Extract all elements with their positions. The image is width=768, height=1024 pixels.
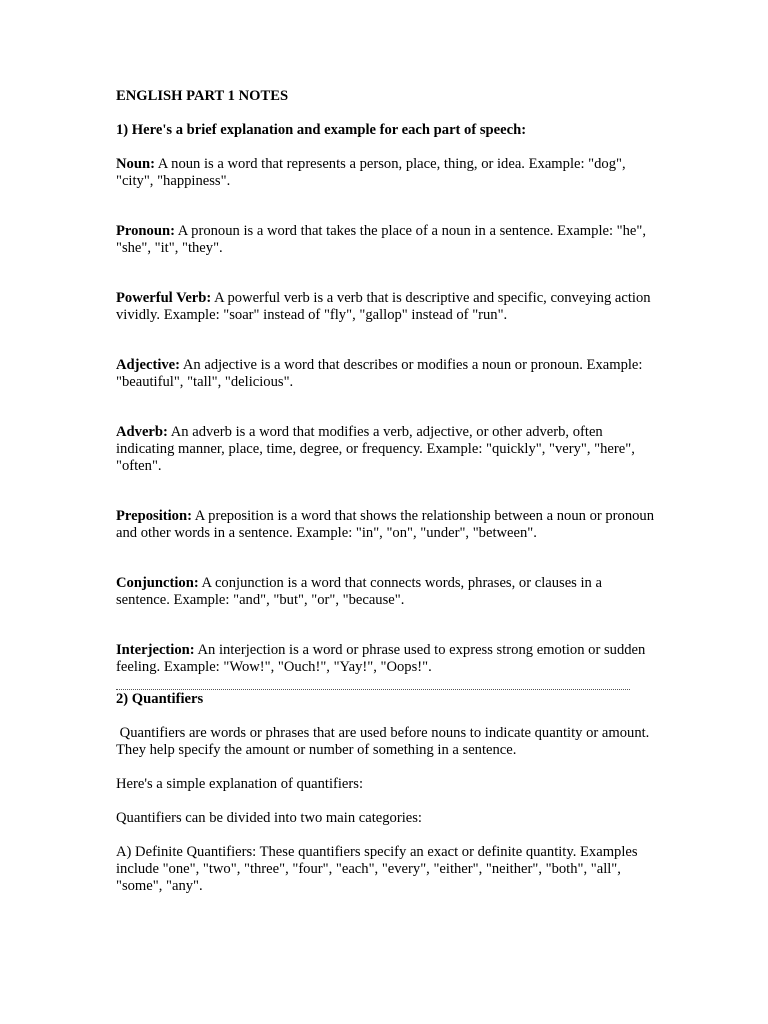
document-page [116, 88, 656, 912]
dotted-separator [116, 680, 630, 690]
entry-text: A powerful verb is a verb that is descriptive and specific, conveying action vividly. Example: "soar" instead of "fly", "gallop" instead of "run". [116, 290, 651, 323]
paragraph: Here's a simple explanation of quantifiers: [116, 776, 363, 792]
entry-term: Adverb: [116, 424, 168, 440]
entry-text: A noun is a word that represents a person, place, thing, or idea. Example: "dog", "city", "happiness". [116, 156, 626, 189]
entry-term: Pronoun: [116, 223, 175, 239]
entry-term: Adjective: [116, 357, 181, 373]
paragraph: Quantifiers are words or phrases that are used before nouns to indicate quantity or amount. They help specify the amount or number of something in a sentence. [116, 725, 653, 758]
entry-text: A pronoun is a word that takes the place of a noun in a sentence. Example: "he", "she", "it", "they". [116, 223, 647, 256]
entry-term: Interjection: [116, 642, 195, 658]
entry-term: Powerful Verb: [116, 290, 212, 306]
paragraph: Quantifiers can be divided into two main categories: [116, 810, 422, 826]
entry-preposition [116, 508, 656, 542]
entry-text: A conjunction is a word that connects words, phrases, or clauses in a sentence. Example: "and", "but", "or", "because". [116, 575, 602, 608]
entry-term: Conjunction: [116, 575, 199, 591]
entry-pronoun [116, 223, 656, 257]
paragraph: A) Definite Quantifiers: These quantifiers specify an exact or definite quantity. Examples include "one", "two", "three", "four", "each", "every", "either", "neither", "both", "all", "some", "any". [116, 844, 638, 894]
entry-noun [116, 156, 656, 190]
section2-heading: 2) Quantifiers [116, 691, 204, 707]
entry-adjective [116, 357, 656, 391]
entry-text: An adjective is a word that describes or modifies a noun or pronoun. Example: "beautiful", "tall", "delicious". [116, 357, 643, 390]
entry-adverb [116, 424, 656, 475]
entry-text: A preposition is a word that shows the relationship between a noun or pronoun and other words in a sentence. Example: "in", "on", "under", "between". [116, 508, 655, 541]
section1-heading: 1) Here's a brief explanation and example for each part of speech: [116, 122, 527, 138]
entry-powerful-verb [116, 290, 656, 324]
entry-text: An adverb is a word that modifies a verb, adjective, or other adverb, often indicating manner, place, time, degree, or frequency. Example: "quickly", "very", "here", "often". [116, 424, 635, 474]
document-title: ENGLISH PART 1 NOTES [116, 88, 289, 104]
entry-term: Noun: [116, 156, 155, 172]
entry-text: An interjection is a word or phrase used to express strong emotion or sudden feeling. Example: "Wow!", "Ouch!", "Yay!", "Oops!". [116, 642, 646, 675]
entry-interjection [116, 642, 656, 676]
entry-term: Preposition: [116, 508, 192, 524]
entry-conjunction [116, 575, 656, 609]
